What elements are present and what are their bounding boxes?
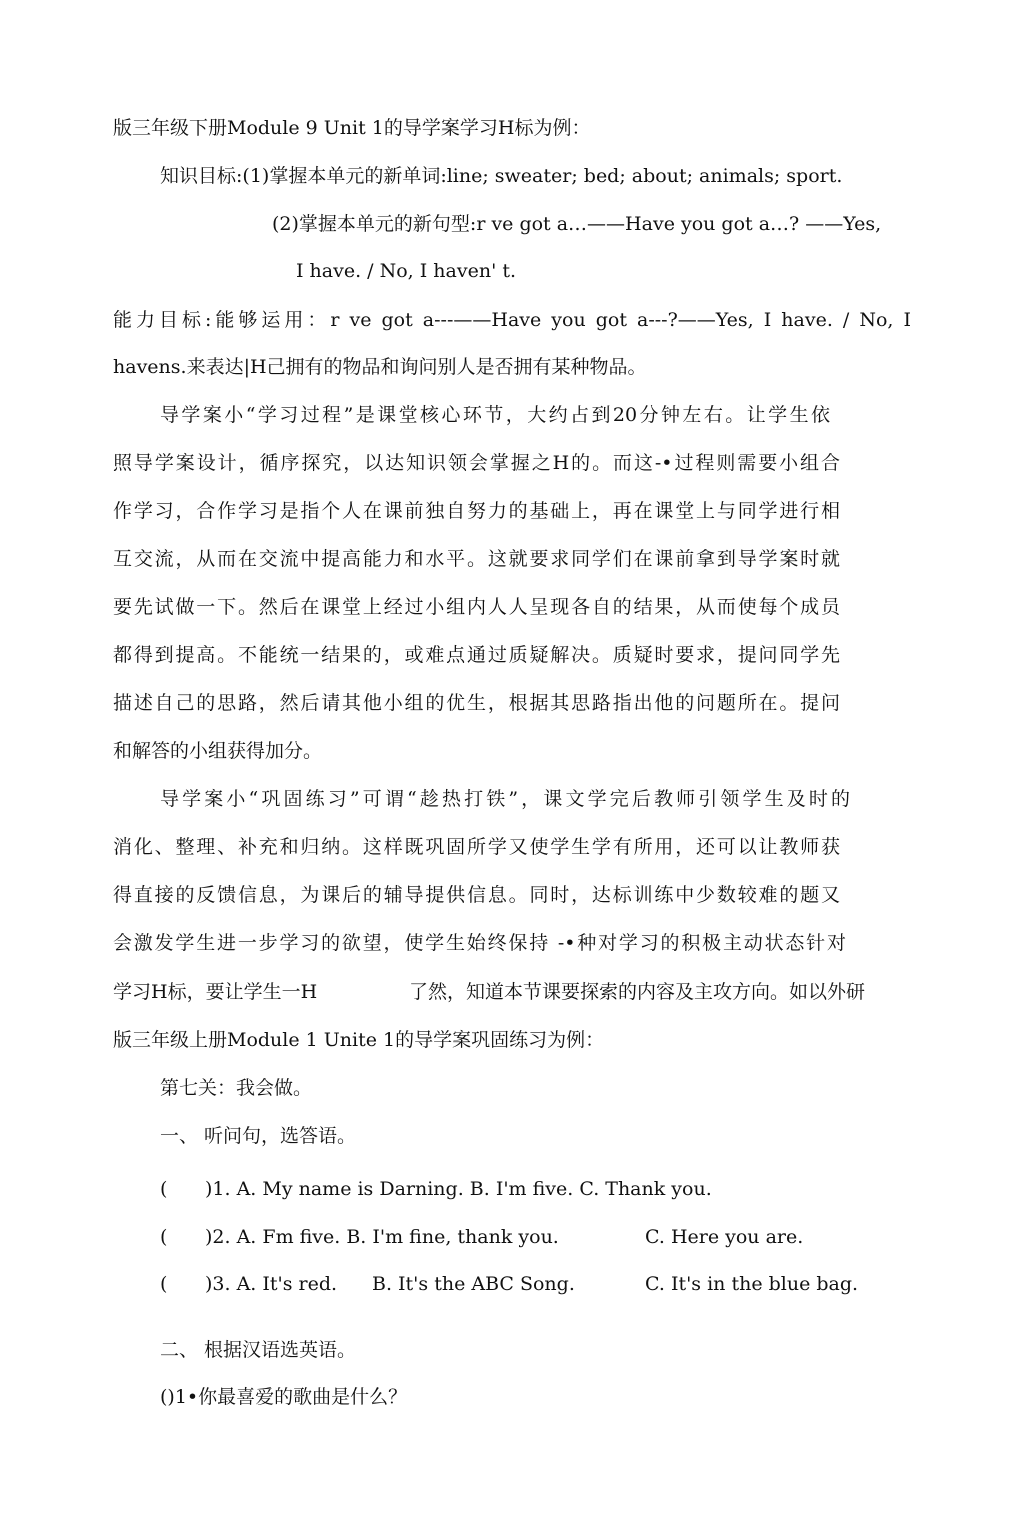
para-process-line-3: 作学习，合作学习是指个人在课前独自努力的基础上，再在课堂上与同学进行相	[113, 500, 840, 522]
para-process-line-7: 描述自己的思路，然后请其他小组的优生，根据其思路指出他的问题所在。提问	[113, 692, 840, 714]
question-2-options-ab: )2. A. Fm five. B. I'm fine, thank you.	[205, 1226, 559, 1248]
question-3-option-c: C. It's in the blue bag.	[645, 1273, 859, 1295]
exercise-1-heading: 一、 听问句，选答语。	[160, 1125, 357, 1147]
question-3-option-a: )3. A. It's red.	[205, 1273, 338, 1295]
ability-goal-line-2: havens.来表达|H己拥有的物品和询问别人是否拥有某种物品。	[113, 356, 647, 378]
text-line-1: 版三年级下册Module 9 Unit 1的导学案学习H标为例：	[113, 117, 591, 139]
para-practice-line-2: 消化、整理、补充和归纳。这样既巩固所学又使学生学有所用，还可以让教师获	[113, 836, 840, 858]
answer-paren: (	[160, 1226, 168, 1248]
para-process-line-5: 要先试做一下。然后在课堂上经过小组内人人呈现各自的结果，从而使每个成员	[113, 596, 840, 618]
knowledge-goal-line-2: (2)掌握本单元的新句型:r ve got a…——Have you got a…? ——Yes,	[272, 213, 882, 235]
para-process-line-2: 照导学案设计，循序探究，以达知识领会掌握之H的。而这-•过程则需要小组合	[113, 452, 840, 474]
knowledge-goal-line-3: I have. / No, I haven' t.	[296, 260, 517, 282]
para-process-line-6: 都得到提高。不能统一结果的，或难点通过质疑解决。质疑时要求，提问同学先	[113, 644, 840, 666]
para-process-line-8: 和解答的小组获得加分。	[113, 740, 323, 762]
question-3-option-b: B. It's the ABC Song.	[372, 1273, 575, 1295]
knowledge-goal-line-1: 知识目标:(1)掌握本单元的新单词:line; sweater; bed; about; animals; sport.	[160, 165, 843, 187]
answer-paren: (	[160, 1273, 168, 1295]
ability-goal-line-1: 能力目标:能够运用：r ve got a---——Have you got a---?——Yes, I have. / No, I	[113, 309, 911, 331]
para-practice-line-3: 得直接的反馈信息，为课后的辅导提供信息。同时，达标训练中少数较难的题又	[113, 884, 840, 906]
para-process-line-1: 导学案小“学习过程”是课堂核心环节，大约占到20分钟左右。让学生依	[160, 404, 830, 426]
para-practice-line-1: 导学案小“巩固练习”可谓“趁热打铁”，课文学完后教师引领学生及时的	[160, 788, 850, 810]
question-1-options: )1. A. My name is Darning. B. I'm five. C. Thank you.	[205, 1178, 712, 1200]
para-practice-line-4: 会激发学生进一步学习的欲望，使学生始终保持 -•种对学习的积极主动状态针对	[113, 932, 846, 954]
para-practice-line-5b: 了然，知道本节课要探索的内容及主攻方向。如以外研	[409, 981, 866, 1003]
para-practice-line-6: 版三年级上册Module 1 Unite 1的导学案巩固练习为例：	[113, 1029, 605, 1051]
question-2-option-c: C. Here you are.	[645, 1226, 804, 1248]
section-heading-level-7: 第七关：我会做。	[160, 1077, 313, 1099]
exercise-2-question-1: ()1•你最喜爱的歌曲是什么？	[160, 1386, 408, 1408]
answer-paren: (	[160, 1178, 168, 1200]
para-process-line-4: 互交流，从而在交流中提高能力和水平。这就要求同学们在课前拿到导学案时就	[113, 548, 840, 570]
para-practice-line-5a: 学习H标，要让学生一H	[113, 981, 318, 1003]
exercise-2-heading: 二、 根据汉语选英语。	[160, 1339, 357, 1361]
